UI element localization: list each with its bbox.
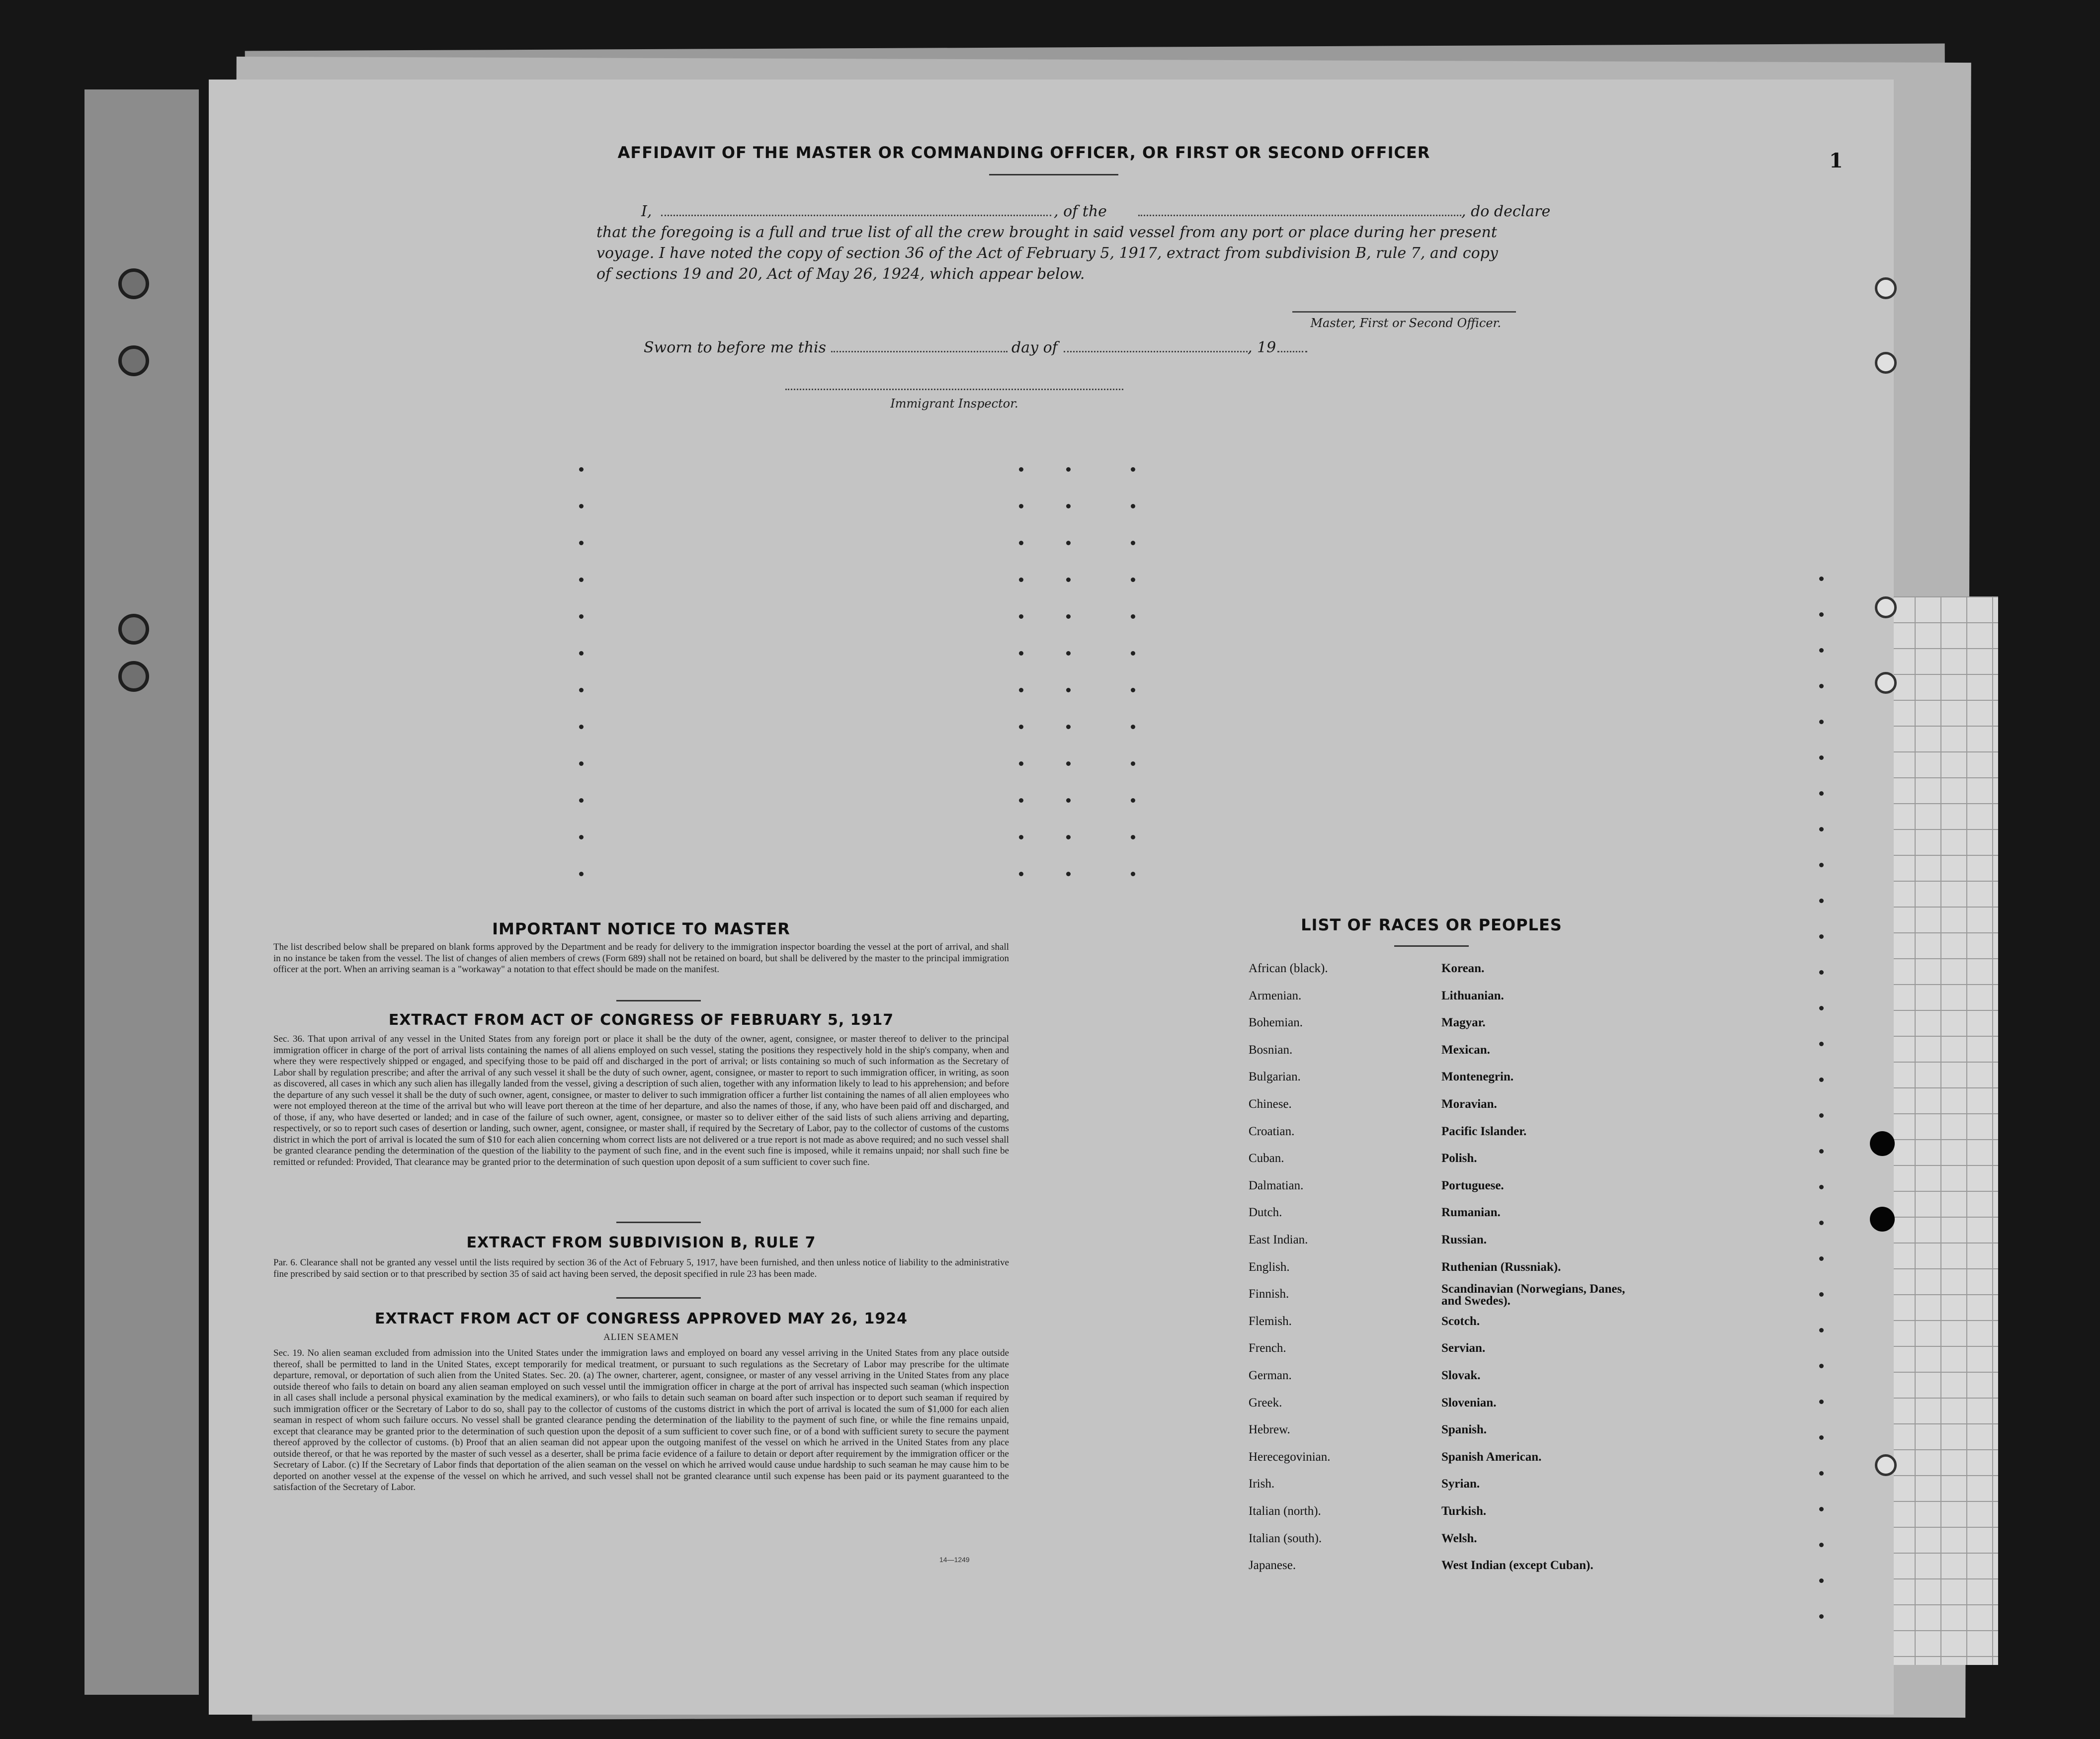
act-1924-heading: EXTRACT FROM ACT OF CONGRESS APPROVED MAY 26, 1924 (375, 1310, 908, 1327)
punch-hole (1875, 596, 1897, 618)
bleed-dot (1131, 688, 1135, 692)
punch-hole (1870, 1207, 1895, 1232)
bleed-dot (579, 725, 584, 729)
race-item: Ruthenian (Russniak). (1441, 1260, 1561, 1274)
bleed-dot (1131, 467, 1135, 472)
race-item: Hebrew. (1249, 1423, 1290, 1437)
section-rule (616, 1000, 701, 1001)
race-item: West Indian (except Cuban). (1441, 1559, 1594, 1573)
punch-hole (1875, 1454, 1897, 1476)
bleed-dot (1066, 651, 1071, 656)
master-signature-caption: Master, First or Second Officer. (1310, 316, 1501, 330)
bleed-dot (1131, 541, 1135, 545)
race-item: Welsh. (1441, 1531, 1477, 1545)
bleed-dot (1819, 755, 1824, 760)
heading-rule (989, 174, 1118, 175)
bleed-dot (1066, 688, 1071, 692)
heading-rule (1394, 945, 1469, 947)
binder-hole (118, 345, 149, 376)
bleed-dot (1819, 1543, 1824, 1547)
vessel-blank-line (1138, 215, 1461, 216)
race-item: German. (1249, 1369, 1292, 1382)
bleed-dot (1819, 1185, 1824, 1189)
race-item: African (black). (1249, 962, 1328, 975)
graph-paper-sheet (1889, 596, 1998, 1665)
notice-text: The list described below shall be prepared on blank forms approved by the Department and be ready for delivery to the immigration inspector boarding the vessel at the port of arrival, and shall in no instance be taken from the vessel. The list of changes of alien members of crews (Form 689) shall not be retained on board, but shall be delivered by the master to the principal immigration officer at the port. When an arriving seaman is a "workaway" a notation to that effect should be made on the manifest. (273, 942, 1009, 975)
race-item: French. (1249, 1341, 1286, 1355)
affidavit-body-line: that the foregoing is a full and true list of all the crew brought in said vessel from any port or place during her present (596, 224, 1497, 241)
bleed-dot (1819, 1113, 1824, 1118)
rule-7-heading: EXTRACT FROM SUBDIVISION B, RULE 7 (466, 1234, 816, 1251)
inspector-signature-line (785, 389, 1123, 390)
sworn-label: Sworn to before me this (644, 339, 827, 356)
race-item: Spanish American. (1441, 1450, 1542, 1464)
act-1924-text: Sec. 19. No alien seaman excluded from admission into the United States under the immigration laws and employed on board any vessel arriving in the United States from any place outside thereof, shall be permitted to land in the United States, except temporarily for medical treatment, or pursuant to such regulations as the Secretary of Labor may prescribe for the ultimate departure, removal, or deportation of such alien from the United States. Sec. 20. (a) The owner, charterer, agent, consignee, or master of any vessel arriving in the United States from any place outside thereof who fails to detain on board any alien seaman employed on such vessel until the immigration officer in charge at the port of arrival has inspected such seaman (which inspection in all cases shall include a personal physical examination by the medical examiners), or who fails to detain such seaman on board after such inspection or to deport such seaman if required by such immigration officer or the Secretary of Labor to do so, shall pay to the collector of customs of the customs district in which the port of arrival is located the sum of $1,000 for each alien seaman in respect of whom such failure occurs. No vessel shall be granted clearance pending the determination of the liability to the payment of such fine, or while the fine remains unpaid, except that clearance may be granted prior to the determination of such question upon the deposit of a sum sufficient to cover such fine, or of a bond with sufficient surety to secure the payment thereof approved by the collector of customs. (b) Proof that an alien seaman did not appear upon the outgoing manifest of the vessel on which he arrived in the United States from any place outside thereof, or that he was reported by the master of such vessel as a deserter, shall be prima facie evidence of a failure to detain or deport after requirement by the immigration officer or the Secretary of Labor. (c) If the Secretary of Labor finds that deportation of the alien seaman on the vessel on which he arrived would cause undue hardship to such seaman he may cause him to be deported on another vessel at the expense of the vessel on which he arrived, and such vessel shall not be granted clearance until such expense has been paid or its payment guaranteed to the satisfaction of the Secretary of Labor. (273, 1348, 1009, 1492)
bleed-dot (579, 688, 584, 692)
binder-strip (84, 89, 199, 1695)
race-item: Bohemian. (1249, 1016, 1303, 1030)
bleed-dot (1019, 688, 1023, 692)
affidavit-heading: AFFIDAVIT OF THE MASTER OR COMMANDING OFFICER, OR FIRST OR SECOND OFFICER (617, 143, 1430, 162)
race-item: Dutch. (1249, 1206, 1282, 1220)
notice-heading: IMPORTANT NOTICE TO MASTER (492, 919, 790, 938)
i-label: I, (641, 203, 652, 220)
race-item: Spanish. (1441, 1423, 1487, 1437)
day-blank-line (831, 351, 1008, 352)
bleed-dot (1066, 725, 1071, 729)
bleed-dot (1819, 648, 1824, 653)
section-rule (616, 1297, 701, 1299)
bleed-dot (1819, 612, 1824, 617)
of-the-label: , of the (1054, 203, 1107, 220)
bleed-dot (579, 835, 584, 839)
bleed-dot (579, 467, 584, 472)
bleed-dot (1066, 504, 1071, 508)
year-blank-line (1277, 351, 1307, 352)
race-item: Dalmatian. (1249, 1178, 1304, 1192)
bleed-dot (1131, 614, 1135, 619)
bleed-dot (1019, 578, 1023, 582)
race-item: Irish. (1249, 1477, 1275, 1491)
bleed-dot (1066, 467, 1071, 472)
bleed-dot (1819, 577, 1824, 581)
race-item: English. (1249, 1260, 1290, 1274)
race-item: Flemish. (1249, 1314, 1292, 1328)
bleed-dot (1819, 1578, 1824, 1583)
bleed-dot (1819, 970, 1824, 975)
race-item: Lithuanian. (1441, 989, 1504, 1002)
race-item: Bulgarian. (1249, 1070, 1301, 1084)
bleed-dot (1819, 720, 1824, 724)
race-item: Polish. (1441, 1152, 1477, 1165)
bleed-dot (1819, 1042, 1824, 1046)
race-item: Cuban. (1249, 1152, 1284, 1165)
race-item: Korean. (1441, 962, 1485, 975)
race-item: Syrian. (1441, 1477, 1480, 1491)
bleed-dot (579, 614, 584, 619)
bleed-dot (1819, 1077, 1824, 1082)
bleed-dot (1066, 835, 1071, 839)
bleed-dot (1819, 899, 1824, 903)
bleed-dot (1819, 827, 1824, 831)
bleed-dot (1131, 651, 1135, 656)
bleed-dot (1819, 934, 1824, 939)
bleed-dot (1019, 541, 1023, 545)
race-item: Greek. (1249, 1396, 1282, 1409)
race-item: Mexican. (1441, 1043, 1490, 1057)
act-1924-subheading: ALIEN SEAMEN (603, 1332, 679, 1342)
do-declare-label: , do declare (1461, 203, 1551, 220)
bleed-dot (579, 872, 584, 876)
year-label: , 19 (1248, 339, 1276, 356)
punch-hole (1875, 672, 1897, 694)
master-signature-line (1292, 311, 1516, 313)
bleed-dot (1019, 467, 1023, 472)
race-item: Japanese. (1249, 1559, 1296, 1573)
section-rule (616, 1222, 701, 1223)
bleed-dot (1131, 761, 1135, 766)
race-item: Moravian. (1441, 1097, 1497, 1111)
bleed-dot (1066, 798, 1071, 803)
bleed-dot (1019, 798, 1023, 803)
rule-7-text: Par. 6. Clearance shall not be granted any vessel until the lists required by section 36 of the Act of February 5, 1917, have been furnished, and then unless notice of liability to the administrative fine prescribed by said section or to that prescribed by section 35 of said act having been served, the deposit specified in rule 23 has been made. (273, 1257, 1009, 1279)
race-item: Portuguese. (1441, 1178, 1504, 1192)
bleed-dot (1819, 1256, 1824, 1261)
bleed-dot (1019, 761, 1023, 766)
punch-hole (1870, 1131, 1895, 1156)
bleed-dot (1819, 1221, 1824, 1225)
binder-hole (118, 268, 149, 299)
bleed-dot (579, 541, 584, 545)
bleed-dot (1131, 835, 1135, 839)
race-item: Montenegrin. (1441, 1070, 1514, 1084)
month-blank-line (1064, 351, 1248, 352)
race-item: Magyar. (1441, 1016, 1486, 1030)
bleed-dot (1819, 1435, 1824, 1440)
race-item: Finnish. (1249, 1287, 1289, 1301)
race-item: Russian. (1441, 1233, 1487, 1246)
race-item: Chinese. (1249, 1097, 1292, 1111)
race-item: Slovenian. (1441, 1396, 1497, 1409)
bleed-dot (1819, 1614, 1824, 1619)
race-item: Croatian. (1249, 1124, 1295, 1138)
race-item: Pacific Islander. (1441, 1124, 1527, 1138)
bleed-dot (1819, 1507, 1824, 1511)
inspector-caption: Immigrant Inspector. (890, 397, 1018, 411)
bleed-dot (1019, 651, 1023, 656)
affidavit-body-line: voyage. I have noted the copy of section 36 of the Act of February 5, 1917, extract from subdivision B, rule 7, and copy (596, 245, 1498, 262)
bleed-dot (1019, 504, 1023, 508)
bleed-dot (1819, 684, 1824, 688)
bleed-dot (579, 504, 584, 508)
act-1917-text: Sec. 36. That upon arrival of any vessel in the United States from any foreign port or place it shall be the duty of the owner, agent, consignee, or master thereof to deliver to the principal immigration officer in charge of the port of arrival lists containing the names of all aliens employed on such vessel, stating the positions they respectively hold in the ship's company, when and where they were respectively shipped or engaged, and specifying those to be paid off and discharged in the port of arrival; or lists containing so much of such information as the Secretary of Labor shall by regulation prescribe; and after the arrival of any such vessel it shall be the duty of such owner, agent, consignee, or master to report to such immigration officer, in writing, as soon as discovered, all cases in which any such alien has illegally landed from the vessel, giving a description of such alien, together with any information likely to lead to his apprehension; and before the departure of any such vessel it shall be the duty of such owner, agent, consignee, or master to deliver to such immigration officer a further list containing the names of all alien employees who were not employed thereon at the time of the arrival but who will leave port thereon at the time of her departure, and also the names of those, if any, who have been paid off and discharged, and of those, if any, who have deserted or landed; and in case of the failure of such owner, agent, consignee, or master so to deliver either of the said lists of such aliens arriving and departing, respectively, or so to report such cases of desertion or landing, such owner, agent, consignee, or master shall, if required by the Secretary of Labor, pay to the collector of customs of the customs district in which the port of arrival is located the sum of $10 for each alien concerning whom correct lists are not delivered or a true report is not made as above required; and no such vessel shall be granted clearance pending the determination of the question of the liability to the payment of such fine, and in the event such fine is imposed, while it remains unpaid; nor shall such fine be remitted or refunded: Provided, That clearance may be granted prior to the determination of such question upon deposit of a sum sufficient to cover such fine. (273, 1034, 1009, 1167)
race-item: Italian (south). (1249, 1531, 1322, 1545)
bleed-dot (1131, 504, 1135, 508)
punch-hole (1875, 352, 1897, 374)
affidavit-body-line: of sections 19 and 20, Act of May 26, 1924, which appear below. (596, 265, 1085, 283)
race-item: Servian. (1441, 1341, 1486, 1355)
bleed-dot (1066, 541, 1071, 545)
race-item: Bosnian. (1249, 1043, 1293, 1057)
bleed-dot (1819, 791, 1824, 796)
race-item: Scotch. (1441, 1314, 1480, 1328)
bleed-dot (1819, 863, 1824, 867)
name-blank-line (661, 215, 1051, 216)
race-item: Turkish. (1441, 1504, 1487, 1518)
bleed-dot (1819, 1471, 1824, 1476)
bleed-dot (1019, 725, 1023, 729)
bleed-dot (579, 761, 584, 766)
bleed-dot (1131, 578, 1135, 582)
bleed-dot (1019, 835, 1023, 839)
bleed-dot (1131, 725, 1135, 729)
races-heading: LIST OF RACES OR PEOPLES (1301, 915, 1562, 934)
bleed-dot (579, 578, 584, 582)
bleed-dot (1819, 1400, 1824, 1404)
race-item: Italian (north). (1249, 1504, 1321, 1518)
punch-hole (1875, 277, 1897, 299)
page-number: 1 (1829, 149, 1843, 172)
race-item: Scandinavian (Norwegians, Danes, and Swedes). (1441, 1282, 1625, 1308)
bleed-dot (1819, 1006, 1824, 1010)
bleed-dot (579, 651, 584, 656)
race-item: Slovak. (1441, 1369, 1481, 1382)
day-of-label: day of (1011, 339, 1058, 356)
race-item: East Indian. (1249, 1233, 1308, 1246)
bleed-dot (1066, 614, 1071, 619)
race-item: Armenian. (1249, 989, 1302, 1002)
bleed-dot (1019, 614, 1023, 619)
bleed-dot (1819, 1328, 1824, 1332)
bleed-dot (579, 798, 584, 803)
bleed-dot (1819, 1364, 1824, 1368)
form-number: 14—1249 (939, 1556, 970, 1564)
binder-hole (118, 661, 149, 692)
bleed-dot (1066, 578, 1071, 582)
bleed-dot (1819, 1292, 1824, 1297)
binder-hole (118, 614, 149, 645)
bleed-dot (1131, 798, 1135, 803)
bleed-dot (1066, 761, 1071, 766)
race-item: Rumanian. (1441, 1206, 1501, 1220)
act-1917-heading: EXTRACT FROM ACT OF CONGRESS OF FEBRUARY 5, 1917 (388, 1011, 894, 1029)
bleed-dot (1066, 872, 1071, 876)
bleed-dot (1131, 872, 1135, 876)
bleed-dot (1819, 1149, 1824, 1154)
race-item: Herecegovinian. (1249, 1450, 1331, 1464)
bleed-dot (1019, 872, 1023, 876)
